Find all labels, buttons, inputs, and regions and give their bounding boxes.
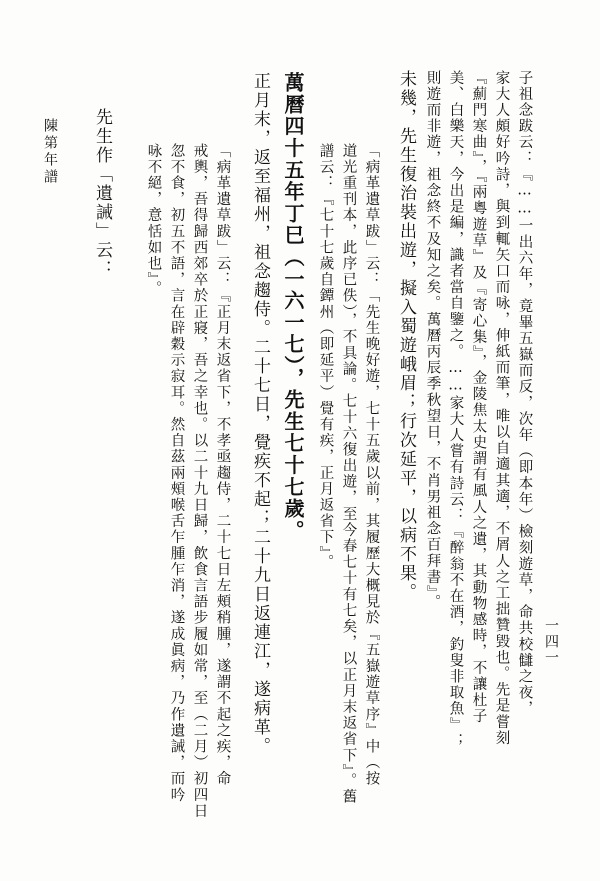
text-column-16: 先生作「遺誡」云： [92,108,112,279]
running-head: 陳第年譜 [42,118,58,186]
text-column-8: 道光重刊本，此序已佚），不具論。七十六復出遊，至今春七十有七矣，以正月末返省下』。舊 [340,143,357,805]
text-column-15: 咏不絕，意恬如也』。 [145,143,162,297]
text-column-3: 『薊門寒曲』，『兩粵遊草』及『寄心集』，金陵焦太史謂有風人之遺，其動物感時，不讓杜子 [470,70,487,725]
text-column-11: 正月末，返至福州，祖念趨侍。二十七日，覺疾不起；二十九日返連江，遂病革。 [250,72,270,756]
text-column-9: 譜云：『七十七歲自鐔州（即延平）覺有疾，正月返省下』。 [317,143,334,571]
year-heading: 萬曆四十五年丁巳（一六一七），先生七十七歲。 [281,72,305,542]
text-column-14: 忽不食，初五不語，言在辟穀示寂耳。然自茲兩頰喉舌乍腫乍消，遂成眞病，乃作遺誡，而吟 [168,143,185,804]
text-column-13: 戒輿，吾得歸西郊卒於正寢，吾之幸也。以二十九日歸，飲食言語步履如常，至（二月）初四日 [191,143,208,820]
text-column-6: 未幾，先生復治裝出遊，擬入蜀遊峨眉；行次延平，以病不果。 [396,70,416,602]
text-column-5: 則遊而非遊，祖念終不及知之矣。萬曆丙辰季秋望日，不肖男祖念百拜書』。 [424,70,441,611]
text-column-2: 家大人頗好吟詩，與到輒矢口而咏，伸紙而筆，唯以自適其適，不屑人之工拙贊毀也。先是嘗刻 [493,70,510,747]
text-column-12: 「病革遺草跋」云：『正月末返省下，不孝亟趨侍，二十七日左頰稍腫，遂謂不起之疾，命 [214,143,231,787]
text-column-4: 美、白樂天，今出是編，識者當自鑒之。……家大人嘗有詩云：『醉翁不在酒，釣叟非取魚』； [447,70,464,750]
page-number: 一四一 [543,618,559,666]
text-column-1: 子祖念跋云：『……一出六年，竟畢五嶽而反，次年（即本年）檢刻遊草，命共校讎之夜， [516,70,533,717]
text-column-7: 「病革遺草跋」云：「先生晚好遊，七十五歲以前，其履歷大概見於『五嶽遊草序』中（按 [363,143,380,787]
